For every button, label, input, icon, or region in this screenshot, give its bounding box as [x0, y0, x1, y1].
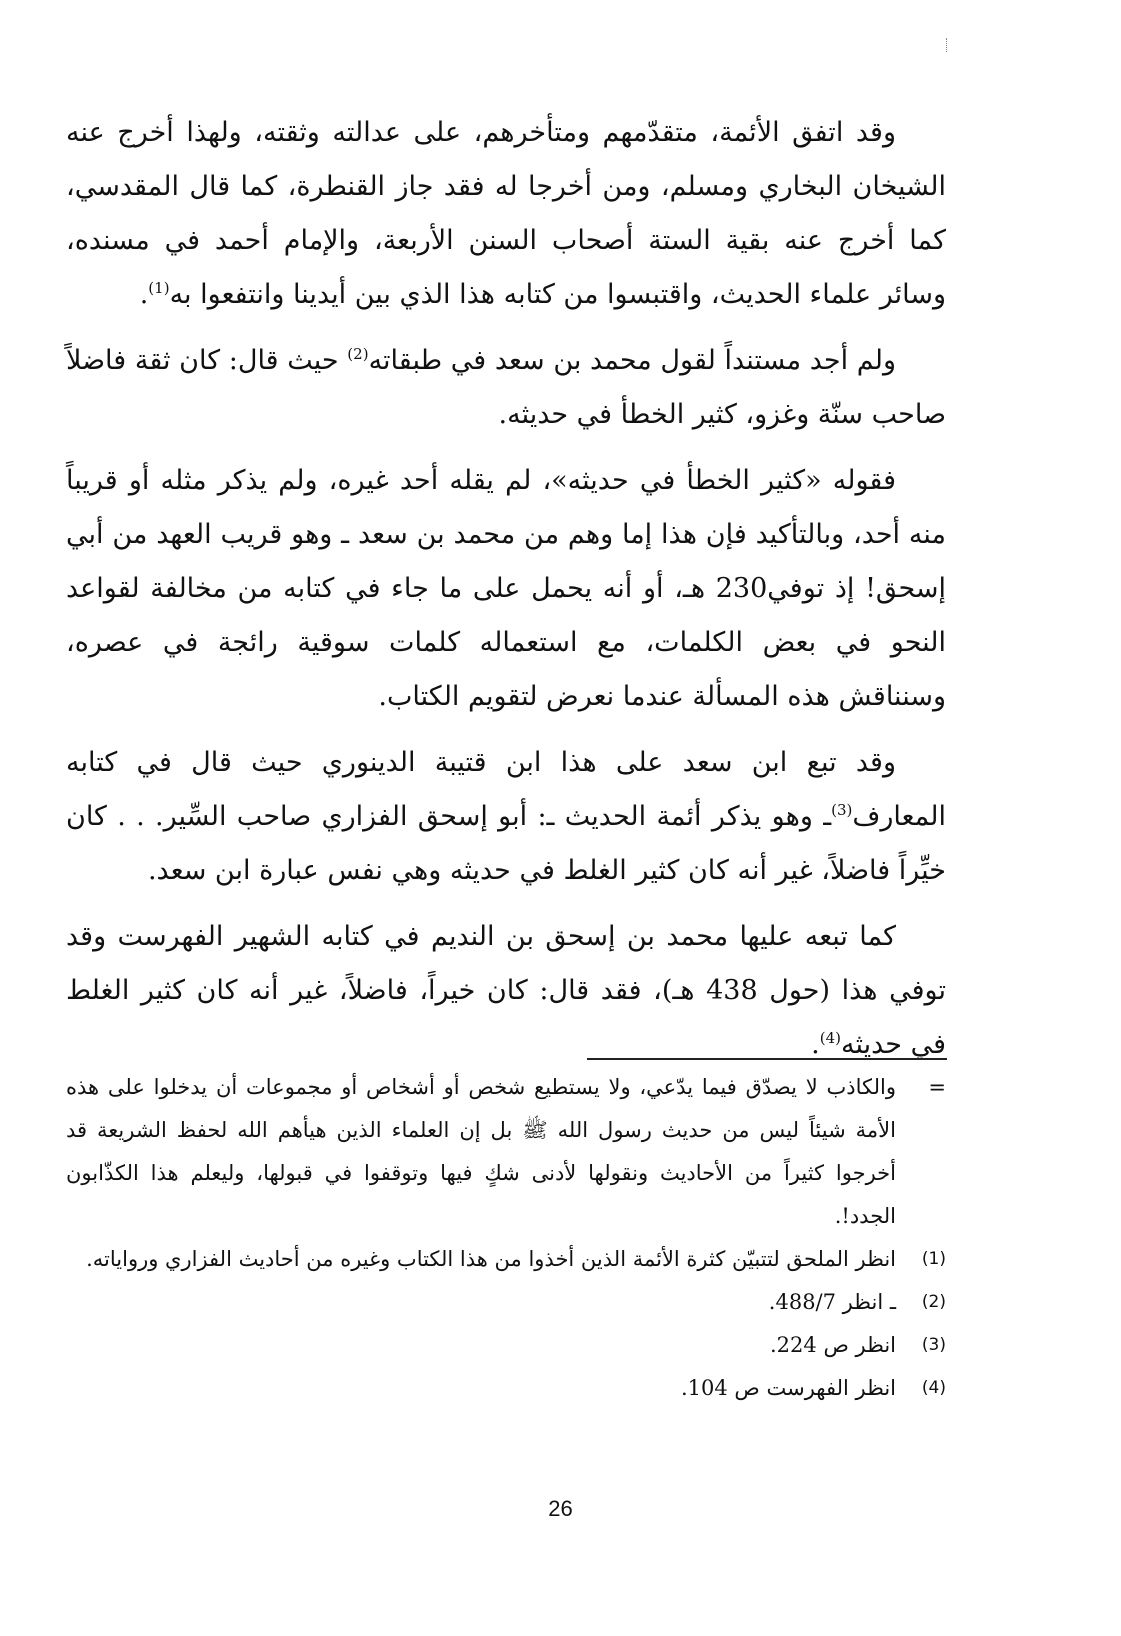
continuation-mark: =: [928, 1075, 946, 1099]
footnote-ref-1: (1): [148, 279, 170, 297]
footnote-separator: [587, 1058, 947, 1060]
page-number: 26: [548, 1496, 573, 1521]
footnote-2: [66, 1281, 946, 1324]
continuation-text: والكاذب لا يصدّق فيما يدّعي، ولا يستطيع شخص أو أشخاص أو مجموعات أن يدخلوا على هذه الأمة شيئاً ليس من حديث رسول الله ﷺ بل إن العلماء الذين هيأهم الله لحفظ الشريعة قد أخرجوا كثيراً من الأحاديث ونقولها لأدنى شكٍ فيها وتوقفوا في قبولها، وليعلم هذا الكذّابون الجدد!.: [66, 1075, 896, 1228]
footnote-ref-2: (2): [347, 345, 369, 363]
paragraph-5: كما تبعه عليها محمد بن إسحق بن النديم في كتابه الشهير الفهرست وقد توفي هذا (حول 438 هـ)، فقد قال: كان خيراً، فاضلاً، غير أنه كان كثير الغلط في حديثه$^{(4)}$.: [66, 921, 946, 1060]
footnote-1: [66, 1238, 946, 1281]
footnote-text: انظر الفهرست ص 104.: [680, 1376, 896, 1400]
scan-mark: [946, 38, 948, 52]
footnote-text: ـ انظر 488/7.: [768, 1290, 896, 1314]
paragraph-1: وقد اتفق الأئمة، متقدّمهم ومتأخرهم، على عدالته وثقته، ولهذا أخرج عنه الشيخان البخاري ومسلم، ومن أخرجا له فقد جاز القنطرة، كما قال المقدسي، كما أخرج عنه بقية الستة أصحاب السنن الأربعة، والإمام أحمد في مسنده، وسائر علماء الحديث، واقتبسوا من كتابه هذا الذي بين أيدينا وانتفعوا به$^{(1)}$.: [66, 117, 946, 310]
paragraph-4: وقد تبع ابن سعد على هذا ابن قتيبة الدينوري حيث قال في كتابه المعارف$^{(3)}$ـ وهو يذكر أئمة الحديث ـ: أبو إسحق الفزاري صاحب السِّير. . . كان خيِّراً فاضلاً، غير أنه كان كثير الغلط في حديثه وهي نفس عبارة ابن سعد.: [66, 747, 946, 886]
footnote-continuation: [66, 1066, 946, 1238]
paragraph-2: ولم أجد مستنداً لقول محمد بن سعد في طبقاته$^{(2)}$ حيث قال: كان ثقة فاضلاً صاحب سنّة وغزو، كثير الخطأ في حديثه.: [66, 345, 946, 430]
footnote-4: [66, 1367, 946, 1410]
paragraph-3: فقوله «كثير الخطأ في حديثه»، لم يقله أحد غيره، ولم يذكر مثله أو قريباً منه أحد، وبالتأكيد فإن هذا إما وهم من محمد بن سعد ـ وهو قريب العهد من أبي إسحق! إذ توفي230 هـ، أو أنه يحمل على ما جاء في كتابه من مخالفة لقواعد النحو في بعض الكلمات، مع استعماله كلمات سوقية رائجة في عصره، وسنناقش هذه المسألة عندما نعرض لتقويم الكتاب.: [66, 465, 946, 712]
footnote-3: [66, 1324, 946, 1367]
footnote-ref-3: (3): [831, 801, 853, 819]
footnote-number: (4): [921, 1378, 946, 1398]
footnotes-section: [66, 1066, 946, 1410]
main-text: [66, 106, 946, 1084]
footnote-text: انظر الملحق لتتبيّن كثرة الأئمة الذين أخذوا من هذا الكتاب وغيره من أحاديث الفزاري ورواياته.: [86, 1247, 896, 1271]
footnote-number: (3): [921, 1335, 946, 1355]
footnote-text: انظر ص 224.: [769, 1333, 896, 1357]
footnote-number: (2): [921, 1292, 946, 1312]
footnote-ref-4: (4): [819, 1029, 841, 1047]
footnote-number: (1): [921, 1249, 946, 1269]
